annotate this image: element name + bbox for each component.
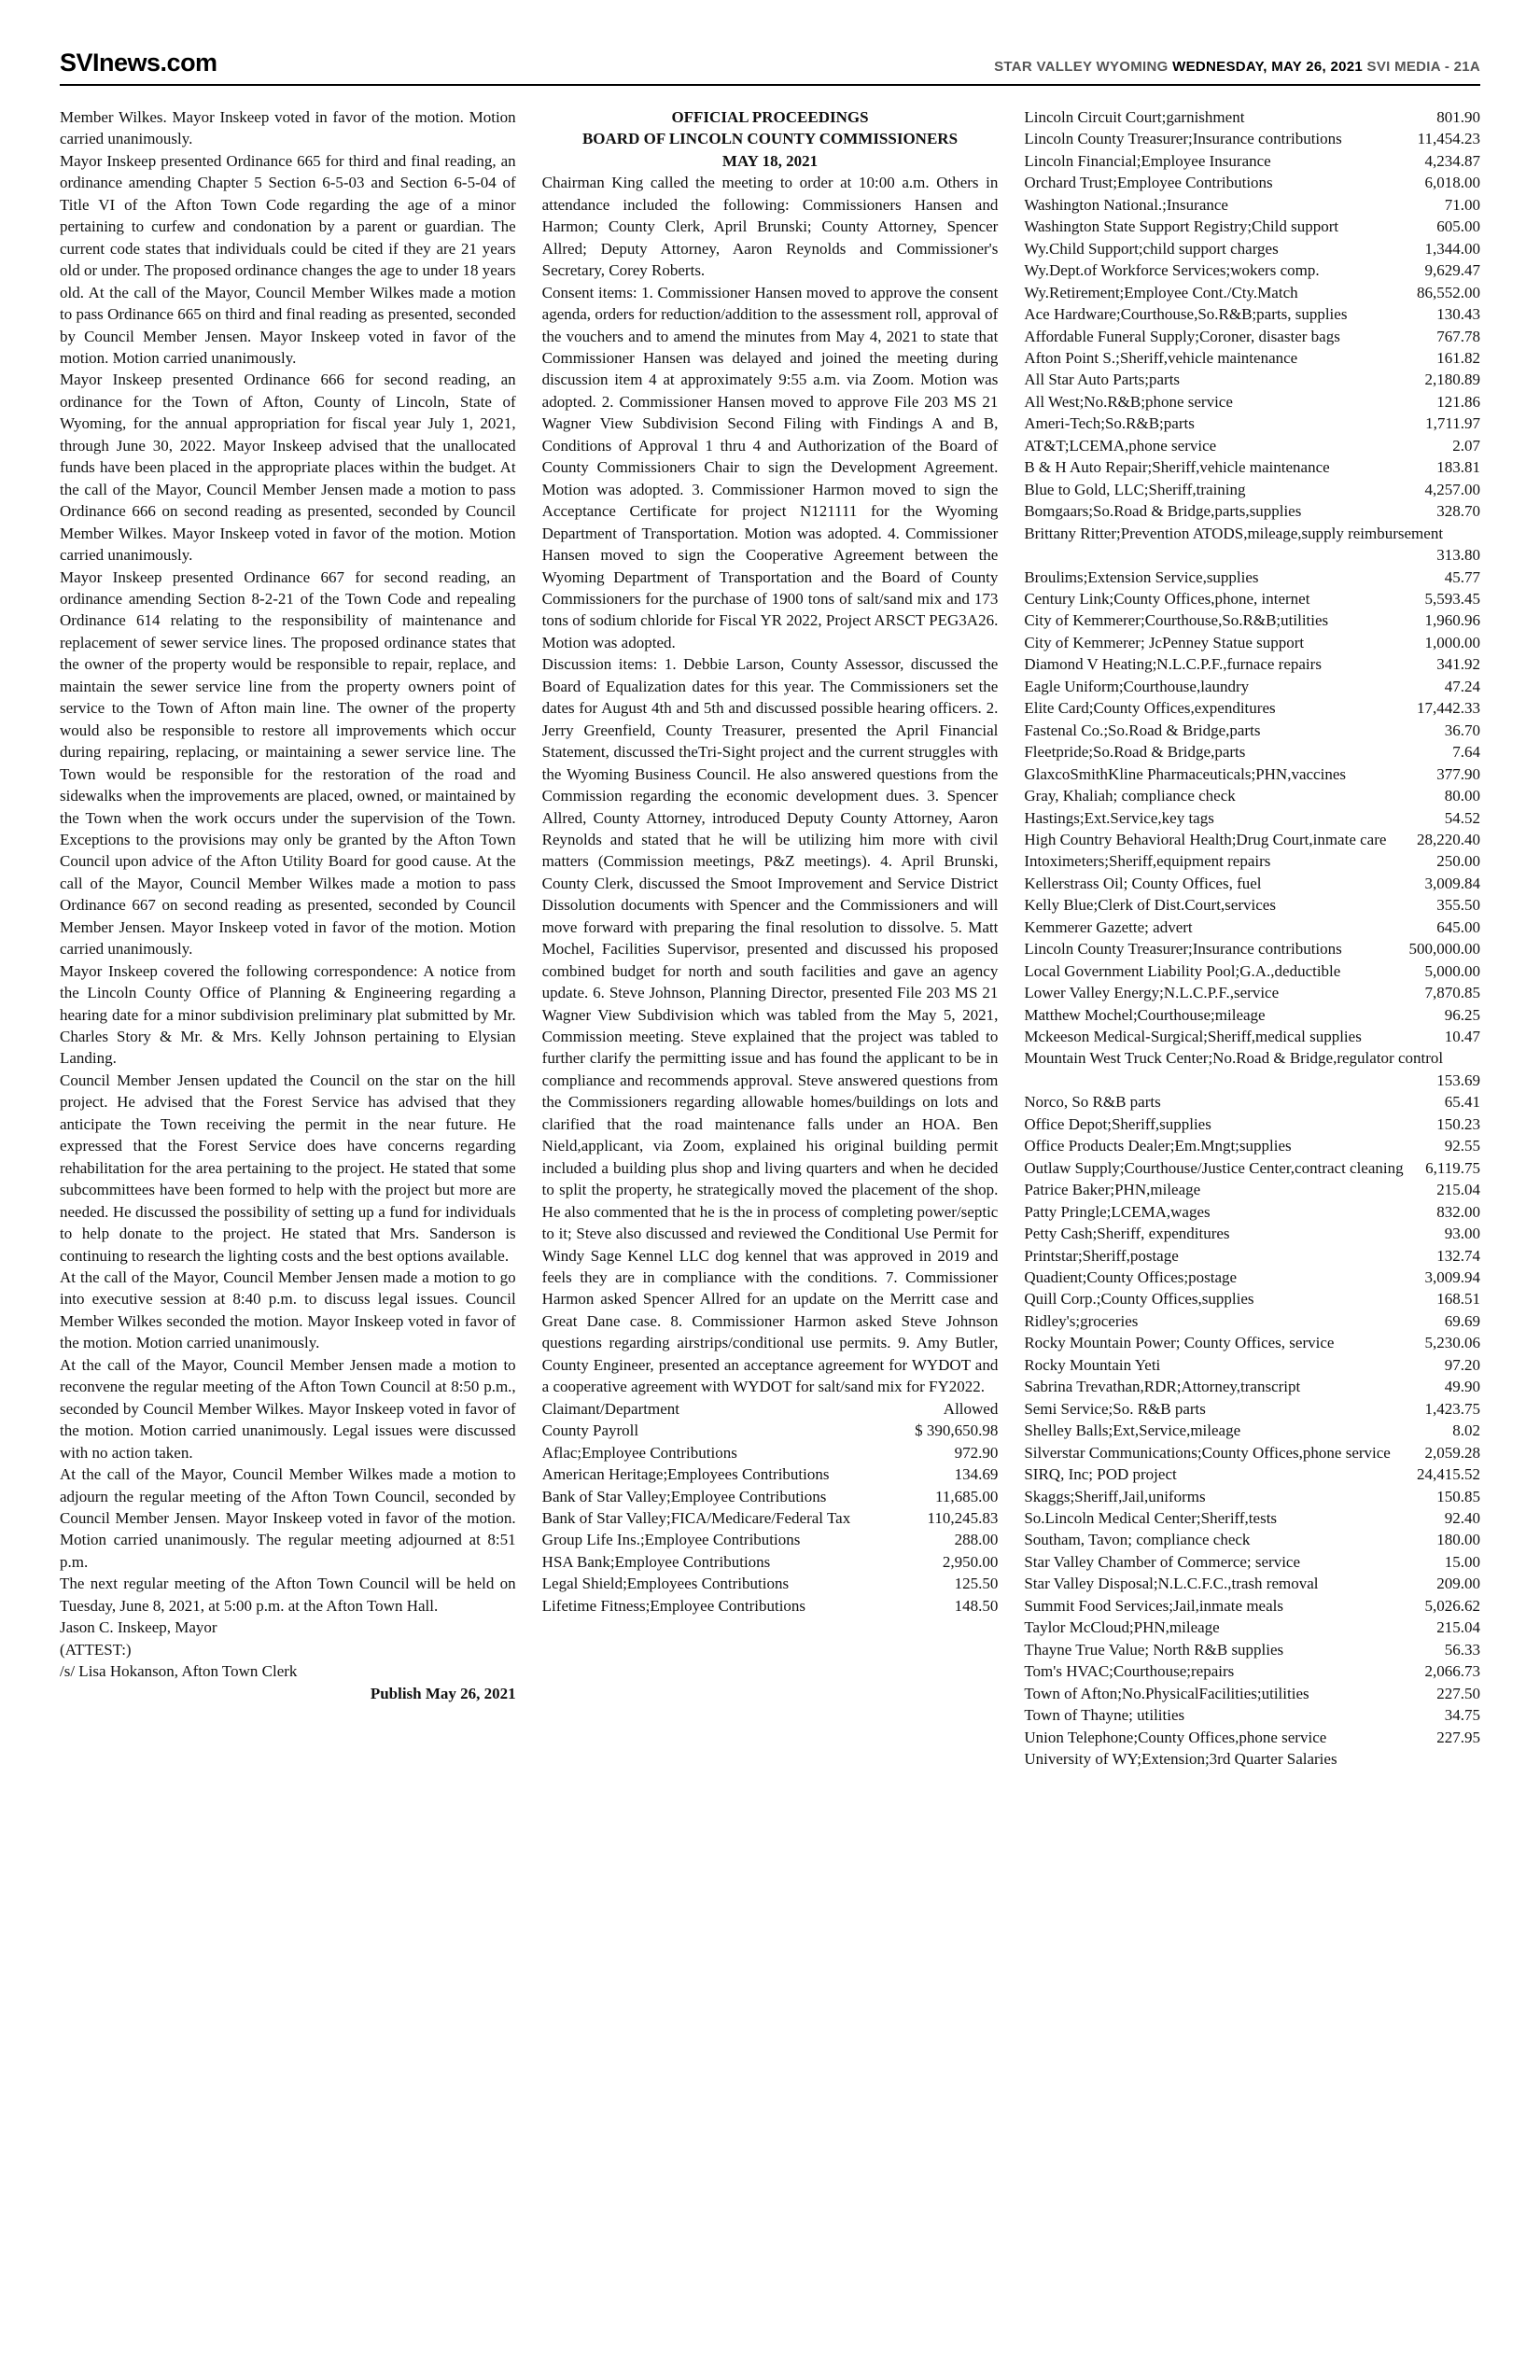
claim-row [1024, 850, 1480, 872]
claim-amount: 6,018.00 [1424, 174, 1481, 192]
claim-name: American Heritage;Employees Contributions [541, 1465, 830, 1484]
claim-amount: 5,593.45 [1424, 589, 1481, 608]
claim-name: Bank of Star Valley;FICA/Medicare/Federal Tax [541, 1509, 851, 1527]
claim-amount: 110,245.83 [927, 1509, 999, 1527]
claim-name: Thayne True Value; North R&B supplies [1024, 1640, 1284, 1659]
claim-amount: 9,629.47 [1424, 261, 1481, 280]
claim-row [1024, 1551, 1480, 1573]
claim-row [542, 1573, 999, 1594]
claim-name: GlaxcoSmithKline Pharmaceuticals;PHN,vaccines [1024, 764, 1346, 783]
claim-name: Bank of Star Valley;Employee Contributions [541, 1487, 827, 1505]
claim-row [1024, 523, 1480, 567]
claim-amount: 3,009.84 [1424, 874, 1481, 892]
claim-row [542, 1486, 999, 1507]
claims-list-part-2 [1024, 106, 1480, 1770]
claim-amount: 56.33 [1444, 1640, 1481, 1659]
claim-amount: 2,059.28 [1424, 1443, 1481, 1462]
article-columns [60, 106, 1480, 1770]
column-1 [60, 106, 516, 1704]
claim-row [1024, 1463, 1480, 1485]
minutes-paragraph: Mayor Inskeep covered the following correspondence: A notice from the Lincoln County Office of Planning & Engineering regarding a hearing date for a minor subdivision preliminary plat submitted by Mr. Charles Story & Mr. & Mrs. Kelly Johnson pertaining to Elysian Landing. [60, 961, 516, 1068]
claim-row [1024, 1486, 1480, 1507]
claim-name: Outlaw Supply;Courthouse/Justice Center,contract cleaning [1024, 1158, 1404, 1177]
claim-name: Mckeeson Medical-Surgical;Sheriff,medical supplies [1024, 1028, 1362, 1046]
claim-row [1024, 763, 1480, 785]
claim-amount: 80.00 [1444, 787, 1481, 805]
claim-amount: 801.90 [1436, 108, 1481, 126]
claim-name: Hastings;Ext.Service,key tags [1024, 808, 1214, 827]
claim-row [1024, 720, 1480, 741]
claim-amount: 121.86 [1436, 392, 1481, 411]
claim-amount: 972.90 [954, 1443, 999, 1462]
claim-amount: 2.07 [1452, 436, 1481, 455]
claim-amount: 4,234.87 [1424, 151, 1481, 170]
publish-line: Publish May 26, 2021 [370, 1684, 516, 1702]
claim-amount: 7,870.85 [1424, 984, 1481, 1002]
claim-row [1024, 1376, 1480, 1397]
claim-amount: 150.23 [1436, 1114, 1481, 1133]
claim-amount: 86,552.00 [1417, 283, 1481, 301]
commissioners-minutes [542, 172, 999, 1397]
claim-row [1024, 1245, 1480, 1267]
claim-name: Kellerstrass Oil; County Offices, fuel [1024, 874, 1262, 892]
claim-amount: 377.90 [1436, 764, 1481, 783]
claim-amount: 10.47 [1444, 1028, 1481, 1046]
claim-name: Century Link;County Offices,phone, internet [1024, 589, 1310, 608]
claim-amount: 47.24 [1444, 677, 1481, 695]
claim-name: Bomgaars;So.Road & Bridge,parts,supplies [1024, 502, 1302, 521]
claim-row [1024, 567, 1480, 588]
claim-name: Office Products Dealer;Em.Mngt;supplies [1024, 1137, 1292, 1155]
claim-name: Star Valley Disposal;N.L.C.F.C.,trash removal [1024, 1575, 1319, 1593]
claim-row [1024, 1442, 1480, 1463]
signature-block [60, 1617, 516, 1682]
minutes-paragraph: Member Wilkes. Mayor Inskeep voted in favor of the motion. Motion carried unanimously. [60, 108, 516, 148]
claim-name: Diamond V Heating;N.L.C.P.F.,furnace repairs [1024, 655, 1322, 674]
claim-name: Town of Thayne; utilities [1024, 1706, 1185, 1725]
claim-amount: 1,344.00 [1424, 239, 1481, 258]
claim-amount: 313.80 [1436, 546, 1481, 565]
claim-row [1024, 1091, 1480, 1113]
masthead-issue-line [994, 59, 1480, 77]
claim-amount: 65.41 [1444, 1093, 1481, 1112]
claim-name: Rocky Mountain Power; County Offices, service [1024, 1334, 1335, 1352]
minutes-paragraph: At the call of the Mayor, Council Member Wilkes made a motion to adjourn the regular meeting of the Afton Town Council, seconded by Council Member Jensen. Mayor Inskeep voted in favor of the motion. Motion carried unanimously. The regular meeting adjourned at 8:51 p.m. [60, 1465, 516, 1571]
claim-amount: 2,950.00 [942, 1552, 999, 1571]
claim-row [1024, 1135, 1480, 1156]
claim-name: SIRQ, Inc; POD project [1024, 1465, 1177, 1484]
claim-row [1024, 807, 1480, 829]
claim-row [1024, 741, 1480, 763]
claim-amount: 5,026.62 [1424, 1596, 1481, 1615]
claim-name: Ameri-Tech;So.R&B;parts [1024, 414, 1195, 433]
claim-amount: 5,000.00 [1424, 961, 1481, 980]
claim-name: Fastenal Co.;So.Road & Bridge,parts [1024, 721, 1261, 739]
claim-name: Shelley Balls;Ext,Service,mileage [1024, 1421, 1241, 1440]
claim-name: Sabrina Trevathan,RDR;Attorney,transcript [1024, 1378, 1301, 1396]
claim-row [1024, 128, 1480, 149]
claim-row [1024, 150, 1480, 172]
claim-row [1024, 785, 1480, 806]
newspaper-page [60, 49, 1480, 1770]
claim-row [1024, 1354, 1480, 1376]
claim-row [542, 1529, 999, 1550]
claim-amount: 153.69 [1436, 1071, 1481, 1089]
claim-amount: 11,685.00 [934, 1487, 999, 1505]
claim-row [1024, 1727, 1480, 1748]
claim-row [542, 1551, 999, 1573]
claim-name: Quadient;County Offices;postage [1024, 1268, 1238, 1287]
claim-name: County Payroll [541, 1421, 639, 1440]
claim-row [1024, 894, 1480, 916]
claim-row [1024, 413, 1480, 434]
claim-amount: 28,220.40 [1417, 830, 1481, 848]
claim-row [1024, 391, 1480, 413]
claim-amount: 96.25 [1444, 1005, 1481, 1024]
claim-amount: 180.00 [1436, 1531, 1481, 1549]
claim-row [542, 1420, 999, 1441]
minutes-paragraph: Mayor Inskeep presented Ordinance 665 for third and final reading, an ordinance amending Chapter 5 Section 6-5-03 and Section 6-5-04 of Title VI of the Afton Town Code regarding the age of a minor pertaining to curfew and condonation by a parent or guardian. The current code states that individuals could be cited if they are 21 years old or under. The proposed ordinance changes the age to under 18 years old. At the call of the Mayor, Council Member Wilkes made a motion to pass Ordinance 665 on third and final reading as presented, seconded by Council Member Jensen. Mayor Inskeep voted in favor of the motion. Motion carried unanimously. [60, 151, 516, 367]
claim-amount: 17,442.33 [1417, 699, 1481, 718]
claim-row [1024, 653, 1480, 675]
claim-name: All Star Auto Parts;parts [1024, 371, 1181, 389]
claim-row [1024, 609, 1480, 631]
claim-row [1024, 1573, 1480, 1594]
claim-row [1024, 1223, 1480, 1244]
claim-name: Quill Corp.;County Offices,supplies [1024, 1290, 1254, 1309]
claim-amount: 45.77 [1444, 567, 1481, 586]
claim-row [1024, 1310, 1480, 1332]
minutes-paragraph: Council Member Jensen updated the Council on the star on the hill project. He advised that the Forest Service has advised that they anticipate the Town receiving the permit in the near future. He expressed that the Forest Service does have concerns regarding rehabilitation for the area pertaining to the project. He stated that some subcommittees have been formed to help with the project but more are needed. He discussed the possibility of setting up a fund for individuals to help donate to the project. He stated that Mrs. Sanderson is continuing to research the lighting costs and the best options available. [60, 1071, 516, 1265]
claim-name: Tom's HVAC;Courthouse;repairs [1024, 1662, 1235, 1681]
claim-row [1024, 676, 1480, 697]
claim-amount: 34.75 [1444, 1706, 1481, 1725]
claim-name: Kemmerer Gazette; advert [1024, 917, 1193, 936]
claim-amount: 93.00 [1444, 1225, 1481, 1243]
claim-amount: 2,066.73 [1424, 1662, 1481, 1681]
claim-amount: 92.40 [1444, 1509, 1481, 1527]
claim-name: Local Government Liability Pool;G.A.,deductible [1024, 961, 1341, 980]
claim-row [1024, 303, 1480, 325]
claim-amount: 11,454.23 [1417, 130, 1481, 148]
claim-row [1024, 1420, 1480, 1441]
proceedings-heading-line: MAY 18, 2021 [721, 151, 819, 170]
claim-row [1024, 216, 1480, 237]
claim-row [1024, 1288, 1480, 1309]
claim-name: Group Life Ins.;Employee Contributions [541, 1531, 801, 1549]
claim-name: Fleetpride;So.Road & Bridge,parts [1024, 743, 1246, 762]
claim-row [1024, 1683, 1480, 1704]
claim-name: So.Lincoln Medical Center;Sheriff,tests [1024, 1509, 1278, 1527]
claim-name: Office Depot;Sheriff,supplies [1024, 1114, 1211, 1133]
masthead-edition: SVI MEDIA - 21A [1366, 59, 1480, 75]
claim-amount: 1,960.96 [1424, 611, 1481, 630]
claim-row [542, 1507, 999, 1529]
claim-name: Lincoln County Treasurer;Insurance contributions [1024, 940, 1342, 959]
claim-name: Blue to Gold, LLC;Sheriff,training [1024, 480, 1246, 498]
claim-row [1024, 1267, 1480, 1288]
claim-row [1024, 282, 1480, 303]
claim-row [1024, 1617, 1480, 1638]
claim-name: City of Kemmerer;Courthouse,So.R&B;utilities [1024, 611, 1329, 630]
claim-row [1024, 106, 1480, 128]
claim-name: HSA Bank;Employee Contributions [541, 1552, 771, 1571]
proceedings-heading-line: OFFICIAL PROCEEDINGS [671, 108, 869, 126]
claim-amount: 2,180.89 [1424, 371, 1481, 389]
claim-row [1024, 917, 1480, 938]
claim-name: Southam, Tavon; compliance check [1024, 1531, 1251, 1549]
claim-name: Orchard Trust;Employee Contributions [1024, 174, 1273, 192]
claim-row [1024, 632, 1480, 653]
minutes-paragraph: At the call of the Mayor, Council Member Jensen made a motion to go into executive session at 8:40 p.m. to discuss legal issues. Council Member Wilkes seconded the motion. Mayor Inskeep voted in favor of the motion. Motion carried unanimously. [60, 1268, 516, 1352]
claim-amount: 7.64 [1452, 743, 1481, 762]
claim-amount: 36.70 [1444, 721, 1481, 739]
claim-amount: 288.00 [954, 1531, 999, 1549]
claim-name: Washington State Support Registry;Child support [1024, 217, 1339, 236]
claim-row [1024, 479, 1480, 500]
claim-row [1024, 500, 1480, 522]
signature-line: Jason C. Inskeep, Mayor [60, 1618, 217, 1637]
claim-name: Washington National.;Insurance [1024, 195, 1228, 214]
claim-amount: 8.02 [1452, 1421, 1481, 1440]
claim-row [1024, 982, 1480, 1003]
claim-name: Eagle Uniform;Courthouse,laundry [1024, 677, 1250, 695]
claim-name: Mountain West Truck Center;No.Road & Bridge,regulator control [1024, 1049, 1444, 1068]
claim-name: Wy.Child Support;child support charges [1024, 239, 1279, 258]
claim-amount: 130.43 [1436, 305, 1481, 324]
claim-amount: 209.00 [1436, 1575, 1481, 1593]
claim-name: B & H Auto Repair;Sheriff,vehicle maintenance [1024, 458, 1330, 477]
signature-line: /s/ Lisa Hokanson, Afton Town Clerk [60, 1662, 298, 1681]
claim-name: Skaggs;Sheriff,Jail,uniforms [1024, 1487, 1206, 1505]
claim-amount: 49.90 [1444, 1378, 1481, 1396]
claim-row [1024, 238, 1480, 259]
signature-line: (ATTEST:) [60, 1640, 132, 1659]
claim-amount: 215.04 [1436, 1618, 1481, 1637]
claim-name: Union Telephone;County Offices,phone service [1024, 1728, 1327, 1746]
claim-name: Summit Food Services;Jail,inmate meals [1024, 1596, 1283, 1615]
claim-name: Lifetime Fitness;Employee Contributions [541, 1596, 806, 1615]
claim-name: Star Valley Chamber of Commerce; service [1024, 1552, 1301, 1571]
claim-name: Gray, Khaliah; compliance check [1024, 787, 1236, 805]
claim-amount: 355.50 [1436, 896, 1481, 915]
claim-row [1024, 1595, 1480, 1617]
minutes-paragraph: Chairman King called the meeting to order at 10:00 a.m. Others in attendance included the following: Commissioners Hansen and Harmon; County Clerk, April Brunski; County Attorney, Spencer Allred; Deputy Attorney, Aaron Reynolds and Commissioner's Secretary, Corey Roberts. [541, 174, 999, 280]
claim-amount: 645.00 [1436, 917, 1481, 936]
claim-name: University of WY;Extension;3rd Quarter Salaries [1024, 1749, 1337, 1768]
claim-name: Affordable Funeral Supply;Coroner, disaster bags [1024, 327, 1340, 345]
claim-row [542, 1463, 999, 1485]
claim-name: Legal Shield;Employees Contributions [541, 1575, 790, 1593]
claim-name: Ace Hardware;Courthouse,So.R&B;parts, supplies [1024, 305, 1348, 324]
claim-name: Intoximeters;Sheriff,equipment repairs [1024, 852, 1271, 871]
claim-row [1024, 1157, 1480, 1179]
claims-header-row [542, 1398, 999, 1420]
masthead-region: STAR VALLEY WYOMING [994, 59, 1169, 75]
claim-amount: 500,000.00 [1408, 940, 1481, 959]
claim-row [1024, 1660, 1480, 1682]
claim-name: Printstar;Sheriff,postage [1024, 1246, 1179, 1265]
claim-amount: 3,009.94 [1424, 1268, 1481, 1287]
claim-name: Rocky Mountain Yeti [1024, 1355, 1161, 1374]
claim-amount: 161.82 [1436, 348, 1481, 367]
claim-name: Taylor McCloud;PHN,mileage [1024, 1618, 1220, 1637]
claim-name: AT&T;LCEMA,phone service [1024, 436, 1217, 455]
claim-row [542, 1442, 999, 1463]
claim-row [1024, 172, 1480, 193]
claim-row [1024, 259, 1480, 281]
masthead-rule [60, 84, 1480, 86]
claim-amount: 54.52 [1444, 808, 1481, 827]
claim-row [1024, 1047, 1480, 1091]
claim-row [1024, 456, 1480, 478]
claim-amount: 183.81 [1436, 458, 1481, 477]
minutes-paragraph: Mayor Inskeep presented Ordinance 666 for second reading, an ordinance for the Town of Afton, County of Lincoln, State of Wyoming, for the annual appropriation for fiscal year July 1, 2021, through June 30, 2022. Mayor Inskeep advised that the unallocated funds have been placed in the appropriate places within the budget. At the call of the Mayor, Council Member Jensen made a motion to pass Ordinance 666 on second reading as presented, seconded by Council Member Wilkes. Mayor Inskeep voted in favor of the motion. Motion carried unanimously. [60, 371, 516, 565]
claim-name: Broulims;Extension Service,supplies [1024, 567, 1259, 586]
claim-name: Silverstar Communications;County Offices,phone service [1024, 1443, 1391, 1462]
claim-name: City of Kemmerer; JcPenney Statue support [1024, 633, 1305, 651]
claim-row [1024, 1113, 1480, 1135]
claims-header-amount: Allowed [943, 1399, 999, 1418]
claim-amount: 1,000.00 [1424, 633, 1481, 651]
claim-amount: 125.50 [954, 1575, 999, 1593]
claim-row [1024, 938, 1480, 959]
claim-name: All West;No.R&B;phone service [1024, 392, 1233, 411]
claim-amount: 4,257.00 [1424, 480, 1481, 498]
column-3 [1024, 106, 1480, 1770]
minutes-paragraph: At the call of the Mayor, Council Member Jensen made a motion to reconvene the regular meeting of the Afton Town Council at 8:50 p.m., seconded by Council Member Wilkes. Mayor Inskeep voted in favor of the motion. Motion carried unanimously. Legal issues were discussed with no action taken. [60, 1355, 516, 1462]
minutes-paragraph: The next regular meeting of the Afton Town Council will be held on Tuesday, June 8, 2021, at 5:00 p.m. at the Afton Town Hall. [60, 1575, 516, 1615]
claim-name: Wy.Dept.of Workforce Services;wokers comp. [1024, 261, 1320, 280]
claim-name: Lincoln County Treasurer;Insurance contributions [1024, 130, 1342, 148]
proceedings-heading [542, 106, 999, 172]
claim-amount: 71.00 [1444, 195, 1481, 214]
claim-amount: 215.04 [1436, 1181, 1481, 1199]
claim-row [1024, 1639, 1480, 1660]
claim-amount: 328.70 [1436, 502, 1481, 521]
claim-row [1024, 873, 1480, 894]
claim-row [1024, 697, 1480, 719]
claim-name: Lower Valley Energy;N.L.C.P.F.,service [1024, 984, 1280, 1002]
claim-amount: 605.00 [1436, 217, 1481, 236]
claim-name: Petty Cash;Sheriff, expenditures [1024, 1225, 1230, 1243]
claim-row [1024, 369, 1480, 390]
minutes-paragraph: Consent items: 1. Commissioner Hansen moved to approve the consent agenda, orders for reduction/addition to the assessment roll, approval of the vouchers and to amend the minutes from May 4, 2021 to state that Commissioner Hansen was delayed and joined the meeting during discussion item 4 at approximately 9:55 a.m. via Zoom. Motion was adopted. 2. Commissioner Hansen moved to approve File 203 MS 21 Wagner View Subdivision Second Filing with Findings A and B, Conditions of Approval 1 thru 4 and Authorization of the Board of County Commissioners Chair to sign the Development Agreement. Motion was adopted. 3. Commissioner Harmon moved to sign the Acceptance Certificate for project N121111 for the Wyoming Department of Transportation. Motion was adopted. 4. Commissioner Hansen moved to sign the Cooperative Agreement between the Wyoming Department of Transportation and the Board of County Commissioners for the purchase of 1900 tons of salt/sand mix and 173 tons of sodium chloride for Fiscal YR 2022, Project ARSCT PEG3A26. Motion was adopted. [541, 283, 999, 651]
claim-amount: 341.92 [1436, 655, 1481, 674]
claim-row [1024, 435, 1480, 456]
claim-row [1024, 1332, 1480, 1353]
claim-name: Elite Card;County Offices,expenditures [1024, 699, 1276, 718]
claim-row [1024, 1179, 1480, 1200]
minutes-paragraph: Mayor Inskeep presented Ordinance 667 for second reading, an ordinance amending Section 8-2-21 of the Town Code and repealing Ordinance 614 relating to the responsibility of maintenance and replacement of sewer service lines. The proposed ordinance states that the owner of the property would be responsible to repair, replace, and maintain the sewer service line from the property owners point of service to the Town of Afton main line. The owner of the property would also be responsible to restore all improvements which occur during repairing, replacing, or maintaining a sewer service line. The Town would be responsible for the restoration of the road and sidewalks when the improvements are placed, owned, or maintained by the Town when the work occurs under the supervision of the Town. Exceptions to the provisions may only be granted by the Afton Town Council upon advice of the Afton Utility Board for good cause. At the call of the Mayor, Council Member Wilkes made a motion to pass Ordinance 667 on second reading as presented, seconded by Council Member Jensen. Mayor Inskeep voted in favor of the motion. Motion carried unanimously. [60, 567, 516, 959]
claim-row [1024, 347, 1480, 369]
claim-amount: 1,423.75 [1424, 1399, 1481, 1418]
claim-row [1024, 588, 1480, 609]
claim-row [1024, 960, 1480, 982]
claim-amount: 69.69 [1444, 1311, 1481, 1330]
masthead [60, 49, 1480, 77]
claim-row [1024, 1529, 1480, 1550]
claim-name: Patrice Baker;PHN,mileage [1024, 1181, 1201, 1199]
claim-amount: 92.55 [1444, 1137, 1481, 1155]
claim-name: Norco, So R&B parts [1024, 1093, 1161, 1112]
claim-row [1024, 1507, 1480, 1529]
claim-name: Aflac;Employee Contributions [541, 1443, 737, 1462]
claim-amount: 24,415.52 [1417, 1465, 1481, 1484]
proceedings-heading-line: BOARD OF LINCOLN COUNTY COMMISSIONERS [581, 130, 959, 148]
claim-amount: 227.50 [1436, 1684, 1481, 1702]
claim-row [1024, 1004, 1480, 1026]
claims-header-name: Claimant/Department [541, 1399, 679, 1418]
claim-amount: 132.74 [1436, 1246, 1481, 1265]
claim-row [1024, 1201, 1480, 1223]
minutes-paragraph: Discussion items: 1. Debbie Larson, County Assessor, discussed the Board of Equalization dates for this year. The Commissioners set the dates for August 4th and 5th and discussed possible hearing officers. 2. Jerry Greenfield, County Treasurer, presented the April Financial Statement, discussed theTri-Sight project and the current struggles with the Wyoming Business Council. He also answered questions from the Commission regarding the economic development dues. 3. Spencer Allred, County Attorney, introduced Deputy County Attorney, Aaron Reynolds and stated that he will be utilizing him more with civil matters (Commission meetings, P&Z meetings). 4. April Brunski, County Clerk, discussed the Smoot Improvement and Service District Dissolution documents with Spencer and the Commissioners and will move forward with preparing the final resolution to dissolve. 5. Matt Mochel, Facilities Supervisor, presented and discussed his proposed combined budget for north and south facilities and gave an agency update. 6. Steve Johnson, Planning Director, presented File 203 MS 21 Wagner View Subdivision which was tabled from the May 5, 2021, Commission meeting. Steve explained that the project was tabled to further clarify the permitting issue and has found the applicant to be in compliance and recommends approval. Steve answered questions from the Commissioners regarding allowable homes/buildings on lots and clarified that the road maintenance falls under an HOA. Ben Nield,applicant, via Zoom, explained his original building permit included a building plus shop and living quarters and when he decided to split the property, he strategically moved the placement of the shop. He also commented that he is the in process of completing power/septic to it; Steve also discussed and reviewed the Conditional Use Permit for Windy Sage Kennel LLC dog kennel that was approved in 2019 and feels they are in compliance with the conditions. 7. Commissioner Harmon asked Spencer Allred for an update on the Merritt case and Great Dane case. 8. Commissioner Harmon asked Steve Johnson questions regarding airstrips/conditional use permits. 9. Amy Butler, County Engineer, presented an acceptance agreement for WYDOT and a cooperative agreement with WYDOT for salt/sand mix for FY2022. [541, 655, 999, 1396]
claim-amount: 134.69 [954, 1465, 999, 1484]
claim-name: Patty Pringle;LCEMA,wages [1024, 1202, 1211, 1221]
claim-amount: 150.85 [1436, 1487, 1481, 1505]
claim-name: Town of Afton;No.PhysicalFacilities;utilities [1024, 1684, 1309, 1702]
claim-amount: 832.00 [1436, 1202, 1481, 1221]
claim-row [1024, 1704, 1480, 1726]
claim-amount: 1,711.97 [1425, 414, 1481, 433]
claim-name: Lincoln Circuit Court;garnishment [1024, 108, 1245, 126]
claim-amount: 6,119.75 [1425, 1158, 1481, 1177]
masthead-date: WEDNESDAY, MAY 26, 2021 [1172, 59, 1364, 75]
claim-row [1024, 326, 1480, 347]
claim-amount: 168.51 [1436, 1290, 1481, 1309]
claim-amount: 148.50 [954, 1596, 999, 1615]
claim-amount: 767.78 [1436, 327, 1481, 345]
masthead-site-title: SVInews.com [60, 49, 217, 77]
claim-amount: 5,230.06 [1424, 1334, 1481, 1352]
claim-amount: 227.95 [1436, 1728, 1481, 1746]
claim-name: Semi Service;So. R&B parts [1024, 1399, 1206, 1418]
claim-name: Afton Point S.;Sheriff,vehicle maintenance [1024, 348, 1298, 367]
claim-row [1024, 1026, 1480, 1047]
claim-row [542, 1595, 999, 1617]
town-council-minutes [60, 106, 516, 1617]
claim-name: Wy.Retirement;Employee Cont./Cty.Match [1024, 283, 1298, 301]
claim-name: Matthew Mochel;Courthouse;mileage [1024, 1005, 1266, 1024]
claim-row [1024, 829, 1480, 850]
claim-name: Brittany Ritter;Prevention ATODS,mileage,supply reimbursement [1024, 524, 1444, 542]
column-2 [542, 106, 999, 1617]
claim-amount: 250.00 [1436, 852, 1481, 871]
claim-amount: $ 390,650.98 [915, 1421, 999, 1440]
claim-name: High Country Behavioral Health;Drug Court,inmate care [1024, 830, 1387, 848]
claims-list-part-1 [542, 1420, 999, 1617]
claim-name: Kelly Blue;Clerk of Dist.Court,services [1024, 896, 1276, 915]
claim-name: Lincoln Financial;Employee Insurance [1024, 151, 1271, 170]
claim-row [1024, 1398, 1480, 1420]
claim-amount: 97.20 [1444, 1355, 1481, 1374]
claim-row [1024, 1748, 1480, 1770]
claim-row [1024, 194, 1480, 216]
claim-amount: 15.00 [1444, 1552, 1481, 1571]
claim-name: Ridley's;groceries [1024, 1311, 1139, 1330]
